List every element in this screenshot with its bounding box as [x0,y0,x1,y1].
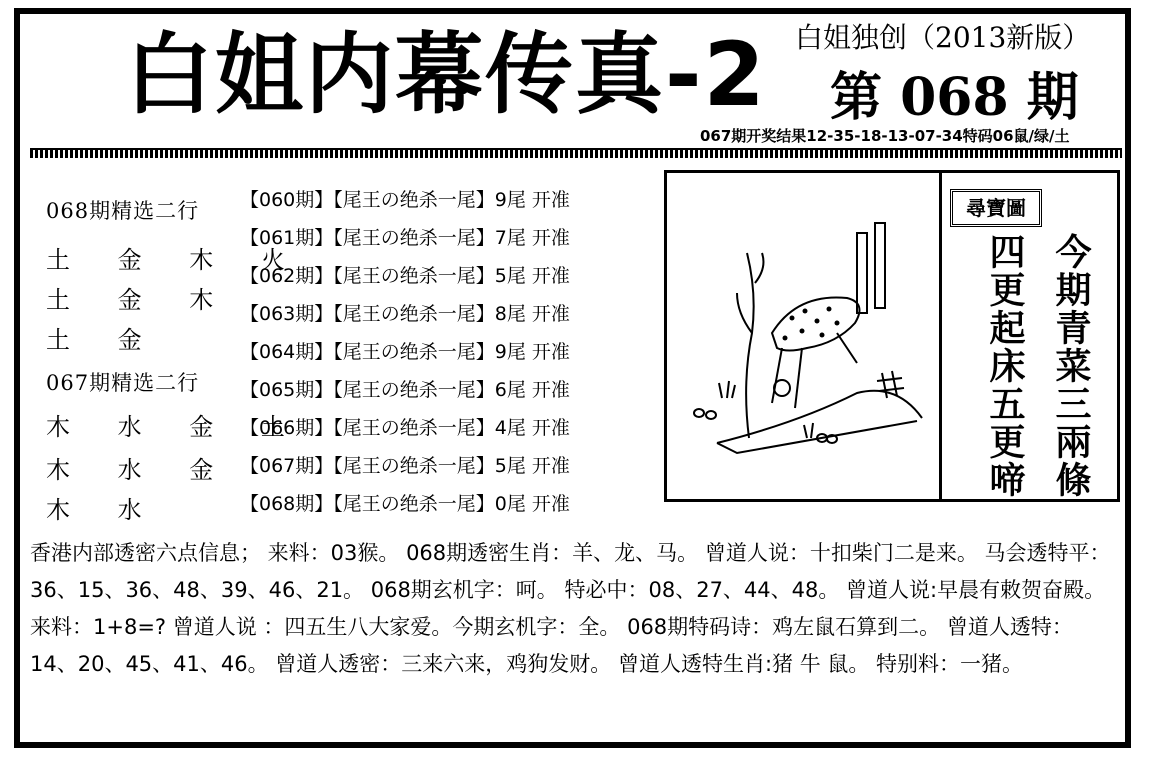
tail-row: 【060期】【尾王の绝杀一尾】9尾 开准 [240,189,570,211]
treasure-map-label: 尋寶圖 [950,189,1042,227]
edge-mark [14,655,19,680]
edge-mark [14,455,19,500]
pick-line: 木 水 [46,496,162,524]
pick-line: 土 金 木 火 [46,246,305,274]
tail-row: 【068期】【尾王の绝杀一尾】0尾 开准 [240,493,570,515]
treasure-picture-box [664,170,1120,502]
edge-mark [14,615,19,635]
tail-row: 【063期】【尾王の绝杀一尾】8尾 开准 [240,303,570,325]
page-title: 白姐内幕传真-2 [125,23,767,126]
picture-divider [939,173,942,499]
pick-line: 土 金 [46,326,162,354]
last-result: 067期开奖结果12-35-18-13-07-34特码06鼠/绿/土 [700,127,1070,145]
leopard-illustration [677,213,932,483]
picks-heading: 068期精选二行 [46,199,200,223]
pick-line: 木 水 金 [46,456,234,484]
poem-line-right: 今期青菜三兩條 [1050,233,1092,499]
tail-row: 【066期】【尾王の绝杀一尾】4尾 开准 [240,417,570,439]
info-paragraph: 香港内部透密六点信息； 来料：03猴。 068期透密生肖：羊、龙、马。 曾道人说：十扣柴门二是来。 马会透特平：36、15、36、48、39、46、21。 068期玄机字：呵。 特必中：08、27、44、48。 曾道人说:早晨有敕贺奋殿。 来料：1+8=? 曾道人说 ：四五生八大家爱。今期玄机字：全。 068期特码诗：鸡左鼠石算到二。 曾道人透特：14、20、45、41、46。 曾道人透密：三来六来，鸡狗发财。 曾道人透特生肖:猪 牛 鼠。 特别料：一猪。 [30,541,1111,676]
picks-heading: 067期精选二行 [46,371,200,395]
poem-line-left: 四更起床五更啼 [984,233,1026,499]
tail-row: 【065期】【尾王の绝杀一尾】6尾 开准 [240,379,570,401]
issue-number: 第 068 期 [830,67,1079,128]
divider [30,148,1122,158]
tail-row: 【062期】【尾王の绝杀一尾】5尾 开准 [240,265,570,287]
pick-line: 土 金 木 [46,286,234,314]
tail-row: 【064期】【尾王の绝杀一尾】9尾 开准 [240,341,570,363]
tail-row: 【061期】【尾王の绝杀一尾】7尾 开准 [240,227,570,249]
tail-row: 【067期】【尾王の绝杀一尾】5尾 开准 [240,455,570,477]
edition-label: 白姐独创（2013新版） [795,21,1091,54]
pick-line: 木 水 金 土 [46,413,305,441]
edge-mark [14,420,19,438]
